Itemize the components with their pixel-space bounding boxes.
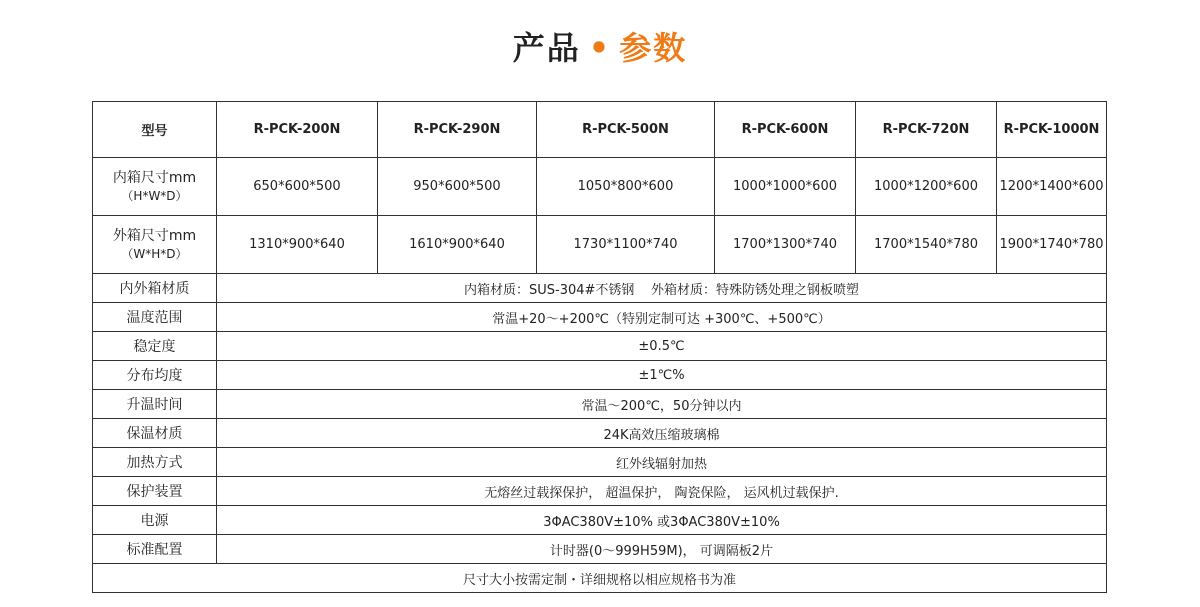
inner-size-cell: 1000*1000*600 (715, 158, 856, 216)
title-separator: • (588, 29, 612, 67)
outer-size-cell: 1610*900*640 (378, 216, 537, 274)
model-cell: R-PCK-500N (537, 102, 715, 158)
row-label: 内外箱材质 (93, 274, 217, 303)
row-value: 无熔丝过载探保护， 超温保护， 陶瓷保险， 运风机过载保护. (217, 477, 1107, 506)
row-value: 24K高效压缩玻璃棉 (217, 419, 1107, 448)
footer-note: 尺寸大小按需定制・详细规格以相应规格书为准 (93, 564, 1107, 593)
outer-size-row (93, 216, 1107, 274)
table-row (93, 361, 1107, 390)
row-value: 红外线辐射加热 (217, 448, 1107, 477)
row-value: 常温～200℃，50分钟以内 (217, 390, 1107, 419)
row-value: 3ΦAC380V±10% 或3ΦAC380V±10% (217, 506, 1107, 535)
outer-size-label-main: 外箱尺寸mm (112, 227, 197, 244)
row-value: 常温+20～+200℃（特别定制可达 +300℃、+500℃） (217, 303, 1107, 332)
table-row (93, 303, 1107, 332)
table-row (93, 448, 1107, 477)
table-header-row (93, 102, 1107, 158)
model-cell: R-PCK-720N (856, 102, 997, 158)
table-row (93, 506, 1107, 535)
title-part-2: 参数 (619, 29, 688, 67)
footer-note-row (93, 564, 1107, 593)
inner-size-cell: 1050*800*600 (537, 158, 715, 216)
table-row (93, 477, 1107, 506)
row-value: 内箱材质：SUS-304#不锈钢 外箱材质：特殊防锈处理之钢板喷塑 (217, 274, 1107, 303)
outer-size-cell: 1700*1540*780 (856, 216, 997, 274)
spec-table (92, 101, 1107, 593)
table-row (93, 332, 1107, 361)
row-label: 标准配置 (93, 535, 217, 564)
table-row (93, 419, 1107, 448)
row-label: 温度范围 (93, 303, 217, 332)
row-label: 升温时间 (93, 390, 217, 419)
page-title (0, 24, 1200, 72)
table-row (93, 274, 1107, 303)
inner-size-label (93, 158, 217, 216)
model-cell: R-PCK-200N (217, 102, 378, 158)
row-value: 计时器(0～999H59M)， 可调隔板2片 (217, 535, 1107, 564)
title-part-1: 产品 (512, 29, 581, 67)
inner-size-label-sub: （H*W*D） (121, 188, 188, 203)
inner-size-label-main: 内箱尺寸mm (112, 169, 197, 186)
row-label: 保温材质 (93, 419, 217, 448)
row-label: 加热方式 (93, 448, 217, 477)
inner-size-cell: 1200*1400*600 (997, 158, 1107, 216)
row-value: ±1℃% (217, 361, 1107, 390)
outer-size-label-sub: （W*H*D） (121, 246, 188, 261)
inner-size-row (93, 158, 1107, 216)
model-cell: R-PCK-600N (715, 102, 856, 158)
outer-size-cell: 1310*900*640 (217, 216, 378, 274)
outer-size-label (93, 216, 217, 274)
row-label: 保护装置 (93, 477, 217, 506)
outer-size-cell: 1730*1100*740 (537, 216, 715, 274)
inner-size-cell: 950*600*500 (378, 158, 537, 216)
outer-size-cell: 1700*1300*740 (715, 216, 856, 274)
inner-size-cell: 650*600*500 (217, 158, 378, 216)
table-row (93, 535, 1107, 564)
row-label: 电源 (93, 506, 217, 535)
inner-size-cell: 1000*1200*600 (856, 158, 997, 216)
model-cell: R-PCK-290N (378, 102, 537, 158)
row-label: 分布均度 (93, 361, 217, 390)
model-cell: R-PCK-1000N (997, 102, 1107, 158)
model-label: 型号 (93, 102, 217, 158)
outer-size-cell: 1900*1740*780 (997, 216, 1107, 274)
row-value: ±0.5℃ (217, 332, 1107, 361)
table-row (93, 390, 1107, 419)
row-label: 稳定度 (93, 332, 217, 361)
